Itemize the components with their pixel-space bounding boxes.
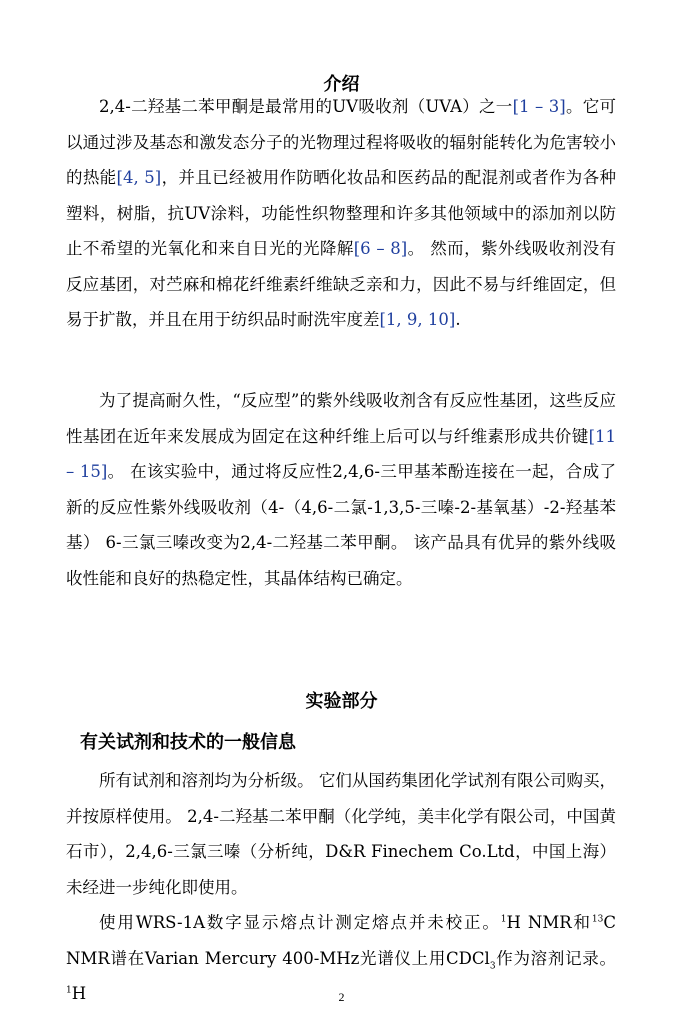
experimental-paragraph-1: 所有试剂和溶剂均为分析级。 它们从国药集团化学试剂有限公司购买，并按原样使用。 2,4-二羟基二苯甲酮（化学纯，美丰化学有限公司，中国黄石市），2,4,6-三氯三嗪（分析纯，D&R Finechem Co.Ltd，中国上海）未经进一步纯化即使用。 (66, 771, 616, 897)
text-run: H NMR和 (506, 913, 592, 932)
text-run: ，并且已经被用作防晒化妆品和医药品的配混剂或者作为各种塑料，树脂，抗UV涂料，功能性织物整理和许多其他领域中的添加剂以防止不希望的光氧化和来自日光的光降解 (66, 168, 616, 258)
subsection-title-general-info: 有关试剂和技术的一般信息 (80, 732, 296, 753)
text-run: 为了提高耐久性，“反应型”的紫外线吸收剂含有反应性基团，这些反应性基团在近年来发展成为固定在这种纤维上后可以与纤维素形成共价键 (66, 391, 616, 446)
text-run: C NMR谱在Varian Mercury 400-MHz光谱仪上用CDCl (66, 913, 616, 968)
citation-link[interactable]: [6 – 8] (353, 239, 408, 258)
subscript: 3 (489, 960, 496, 971)
text-run: 作为溶剂记录。 (495, 948, 616, 968)
citation-link[interactable]: [1, 9, 10] (379, 310, 456, 329)
intro-paragraph-2 (66, 383, 616, 596)
section-title-experimental: 实验部分 (305, 691, 378, 712)
text-run: 使用WRS-1A数字显示熔点计测定熔点并未校正。 (99, 913, 501, 932)
text-run: H (71, 984, 87, 1003)
page-number: 2 (338, 990, 345, 1004)
text-run: 。它可以通过涉及基态和激发态分子的光物理过程将吸收的辐射能转化为危害较小的热能 (66, 97, 616, 187)
text-run: 。 然而，紫外线吸收剂没有反应基团，对苎麻和棉花纤维素纤维缺乏亲和力，因此不易与纤维固定，但易于扩散，并且在用于纺织品时耐洗牢度差 (66, 239, 616, 329)
citation-link[interactable]: [1 – 3] (512, 97, 566, 116)
superscript: 1 (500, 914, 507, 925)
citation-link[interactable]: [4, 5] (116, 168, 162, 187)
superscript: 13 (591, 914, 604, 925)
superscript: 1 (66, 985, 72, 996)
text-run: 。 在该实验中，通过将反应性2,4,6-三甲基苯酚连接在一起，合成了新的反应性紫外线吸收剂（4-（4,6-二氯-1,3,5-三嗪-2-基氧基）-2-羟基苯基） 6-三氯三嗪改变为2,4-二羟基二苯甲酮。 该产品具有优异的紫外线吸收性能和良好的热稳定性，其晶体结构已确定。 (66, 462, 616, 588)
section-title-introduction: 介绍 (323, 74, 360, 95)
intro-paragraph-1 (66, 89, 616, 338)
text-run: 2,4-二羟基二苯甲酮是最常用的UV吸收剂（UVA）之一 (99, 97, 513, 116)
text-run: . (455, 310, 461, 329)
citation-link[interactable]: [11 – 15] (66, 426, 616, 481)
